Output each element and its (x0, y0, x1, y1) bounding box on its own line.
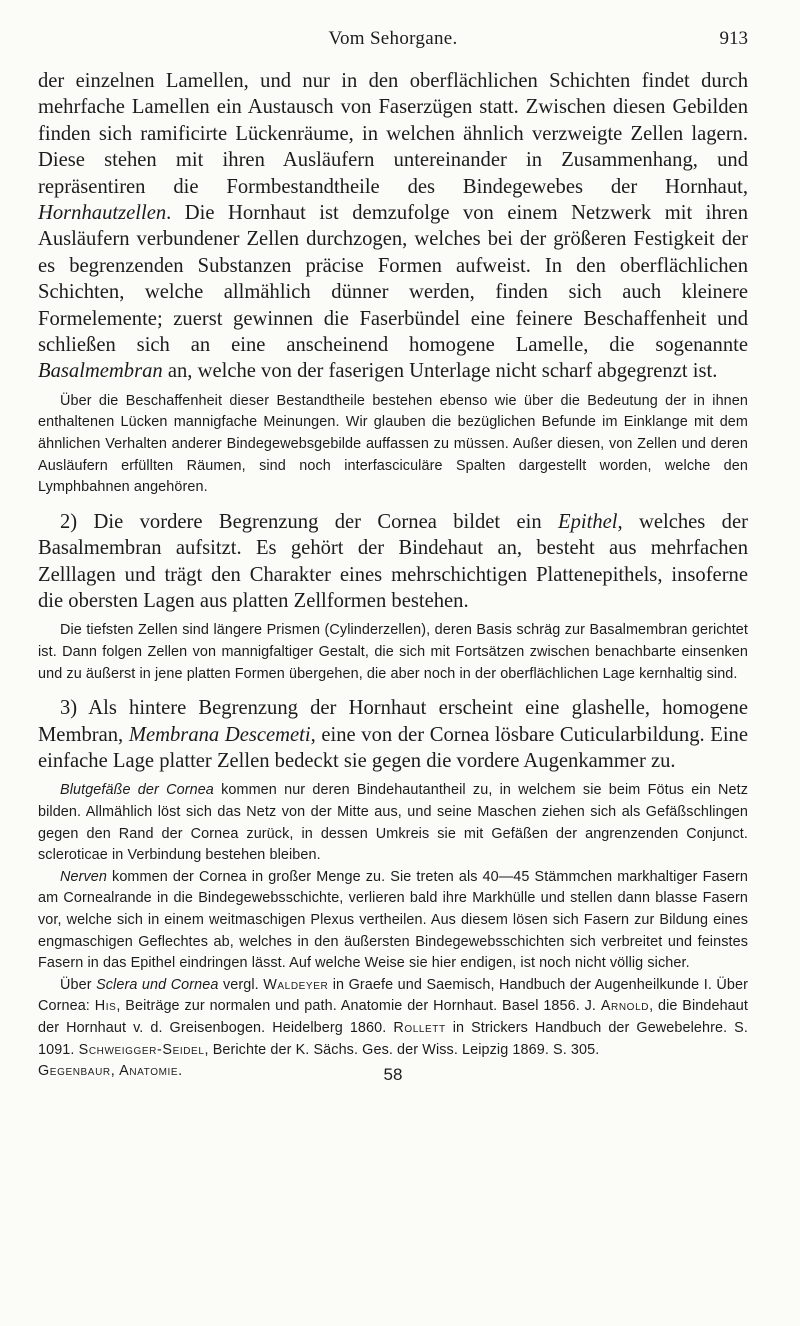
term-membrana-descemeti: Membrana Descemeti (128, 723, 311, 746)
text-run: kommen der Cornea in großer Menge zu. Sie treten als 40—45 Stämmchen markhaltiger Fasern am Cornealrande in die Bindegewebsschichte, verlieren bald ihre Markhülle und stellen dann blasse Fasern vor, welche sich in einem weitmaschigen Plexus vertheilen. Aus diesem lösen sich Fasern zur Bildung eines engmaschigen Geflechtes ab, welches in den äußersten Bindegewebsschichten sich verbreitet und feinstes Fasern in das Epithel eindringen lässt. Auf welche Weise sie hier endigen, ist noch nicht völlig sicher. (38, 868, 748, 972)
text-run: , eine von der Cornea lösbare Cuticularbildung. Eine einfache Lage platter Zellen bedeckt sie gegen die vordere Augenkammer zu. (38, 723, 748, 773)
term-hornhautzellen: Hornhautzellen (38, 202, 167, 225)
text-run: kommen nur deren Bindehautantheil zu, in welchem sie beim Fötus ein Netz bilden. Allmählich löst sich das Netz von der Mitte aus, und seine Maschen ziehen sich als Gefäßschlingen gegen den Rand der Cornea zurück, in dessen Umkreis sie mit Gefäßen der angrenzenden Conjunct. scleroticae in Verbindung bestehen bleiben. (38, 782, 748, 864)
author-his: His (94, 998, 117, 1015)
term-basalmembran: Basalmembran (38, 360, 163, 383)
term-sclera-cornea: Sclera und Cornea (96, 976, 219, 993)
term-epithel: Epithel (558, 510, 618, 533)
paragraph-epithel (38, 509, 748, 615)
note-blutgefaesse (38, 780, 748, 866)
text-run: , die Bindehaut der Hornhaut v. d. Greisenbogen. Heidelberg 1860. (38, 998, 748, 1036)
running-title: Vom Sehorgane. (328, 28, 458, 49)
text-run: der einzelnen Lamellen, und nur in den oberflächlichen Schichten findet durch mehrfache Lamellen ein Austausch von Faserzügen statt. Zwischen diesen Gebilden finden sich ramificirte Lückenräume, in welchen ähnlich verzweigte Zellen lagern. Diese stehen mit ihren Ausläufern untereinander in Zusammenhang, und repräsentiren die Formbestandtheile des Bindegewebes der Hornhaut, (38, 70, 748, 198)
text-run: 3) Als hintere Begrenzung der Hornhaut erscheint eine glashelle, homogene Membran, (38, 697, 748, 746)
text-run: in Graefe und Saemisch, Handbuch der Augenheilkunde I. Über Cornea: (38, 976, 748, 1015)
author-waldeyer: Waldeyer (263, 976, 329, 993)
book-page (0, 28, 800, 1326)
signature-line: Gegenbaur, Anatomie. (38, 1063, 183, 1080)
text-run: , Berichte der K. Sächs. Ges. der Wiss. Leipzig 1869. S. 305. (204, 1041, 600, 1058)
note-nerven (38, 867, 748, 975)
term-nerven: Nerven (60, 868, 107, 885)
author-rollett: Rollett (393, 1020, 446, 1036)
note-tiefsten-zellen: Die tiefsten Zellen sind längere Prismen (Cylinderzellen), deren Basis schräg zur Basalmembran gerichtet ist. Dann folgen Zellen von mannigfaltiger Gestalt, die sich mit Fortsätzen zwischen benachbarte einsenken und zu äußerst in jene platten Formen übergehen, die aber noch in der oberflächlichen Lage kernhaltig sind. (38, 622, 748, 682)
paragraph-descemeti (38, 695, 748, 774)
author-arnold: Arnold (600, 998, 650, 1015)
text-run: , Beiträge zur normalen und path. Anatomie der Hornhaut. Basel 1856. J. (116, 998, 601, 1015)
text-run: an, welche von der faserigen Unterlage nicht scharf abgegrenzt ist. (162, 360, 718, 383)
text-run: Über (60, 976, 97, 993)
page-number: 913 (719, 28, 748, 49)
running-header (38, 28, 748, 68)
text-run: in Strickers Handbuch der Gewebelehre. S. 1091. (38, 1020, 748, 1058)
note-beschaffenheit: Über die Beschaffenheit dieser Bestandtheile bestehen ebenso wie über die Bedeutung der in ihnen enthaltenen Lücken mannigfache Meinungen. Wir glauben die bezüglichen Befunde im Einklange mit dem ähnlichen Verhalten anderer Bindegewebsgebilde auffassen zu müssen. Außer diesen, von Zellen und deren Ausläufern erfüllten Räumen, sind noch interfasciculäre Spalten dargestellt worden, welche den Lymphbahnen angehören. (38, 392, 748, 496)
paragraph-corneal-cells (38, 68, 748, 385)
text-run: vergl. (218, 976, 264, 993)
author-schweigger-seidel: Schweigger-Seidel (78, 1041, 205, 1058)
term-blutgefaesse: Blutgefäße der Cornea (60, 782, 214, 799)
note-literature (38, 975, 748, 1061)
page-footer (38, 1063, 748, 1085)
text-run: , welches der Basalmembran aufsitzt. Es gehört der Bindehaut an, besteht aus mehrfachen Zelllagen und trägt den Charakter eines mehrschichtigen Plattenepithels, insoferne die obersten Lagen aus platten Zellformen bestehen. (38, 510, 748, 613)
text-run: . Die Hornhaut ist demzufolge von einem Netzwerk mit ihren Ausläufern verbundener Zellen durchzogen, welches bei der größeren Festigkeit der es begrenzenden Substanzen präcise Formen aufweist. In den oberflächlichen Schichten, welche allmählich dünner werden, finden sich auch kleinere Formelemente; zuerst gewinnen die Faserbündel eine feinere Beschaffenheit und schließen sich an eine anscheinend homogene Lamelle, die sogenannte (38, 202, 748, 357)
text-run: 2) Die vordere Begrenzung der Cornea bildet ein (60, 510, 558, 533)
sheet-number: 58 (383, 1065, 403, 1085)
